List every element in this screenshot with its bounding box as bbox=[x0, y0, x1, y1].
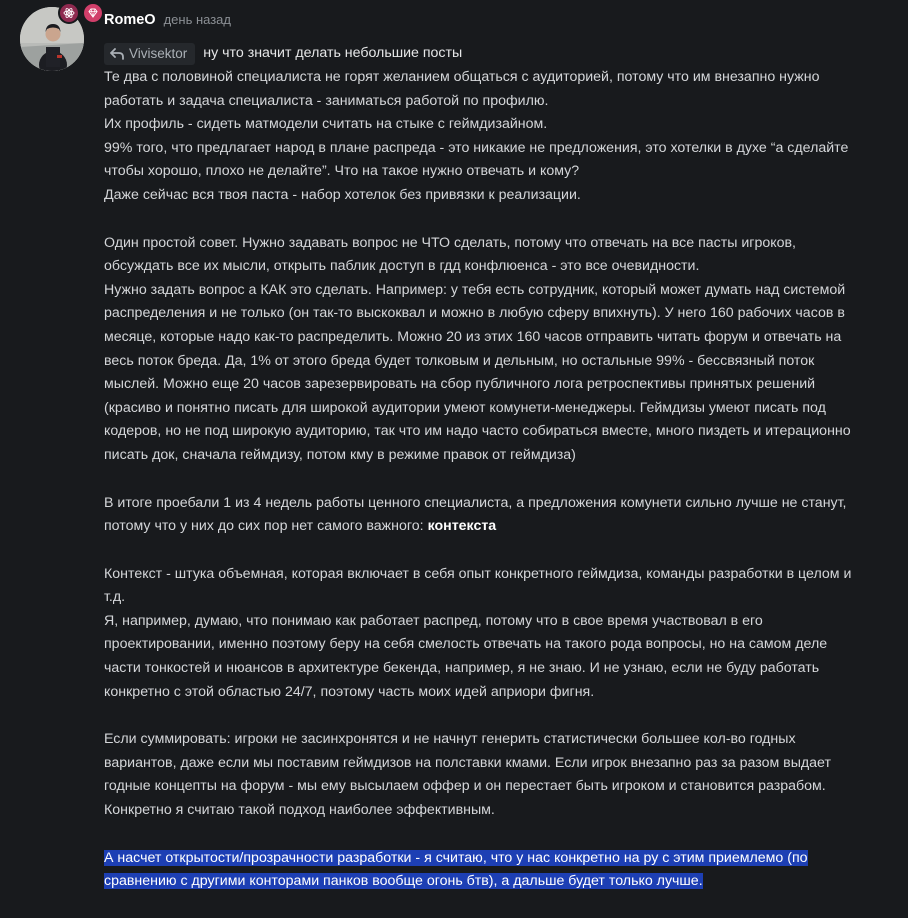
text-line: мыслей. Можно еще 20 часов зарезервировать на сбор публичного лога ретроспективы принятых решений bbox=[104, 376, 816, 393]
paragraph-4 bbox=[104, 563, 894, 705]
text-line: (красиво и понятно писать для широкой аудитории умеют комунети-менеджеры. Геймдизы умеют писать под bbox=[104, 399, 826, 416]
text-line: Один простой совет. Нужно задавать вопрос не ЧТО сделать, потому что отвечать на все пасты игроков, bbox=[104, 234, 796, 251]
text-fragment: потому что у них до сих пор нет самого важного: bbox=[104, 518, 424, 535]
paragraph-2 bbox=[104, 232, 894, 468]
post-time[interactable]: день назад bbox=[163, 12, 231, 27]
selected-text: сравнению с другими конторами панков вообще огонь бтв), а дальше будет только лучше. bbox=[104, 873, 703, 890]
post-meta bbox=[104, 8, 231, 33]
text-line: 99% того, что предлагает народ в плане распреда - это никакие не предложения, это хотелки в духе “а сделайте bbox=[104, 139, 849, 156]
text-line: вариантов, даже если мы поставим геймдизов на полставки кмами. Если игрок внезапно раз за разом выдает bbox=[104, 754, 831, 771]
reply-to-username: Vivisektor bbox=[129, 46, 188, 62]
text-line: весь поток бреда. Да, 1% от этого бреда будет толковым и дельным, но остальные 99% - бессвязный поток bbox=[104, 352, 815, 369]
badges bbox=[58, 2, 104, 24]
avatar-wrap[interactable] bbox=[20, 7, 84, 71]
text-line: годные концепты на форум - мы ему высылаем оффер и он перестает быть игроком и становится разрабом. bbox=[104, 778, 826, 795]
text-line: Их профиль - сидеть матмодели считать на стыке с геймдизайном. bbox=[104, 116, 548, 133]
text-line: Конкретно я считаю такой подход наиболее эффективным. bbox=[104, 802, 495, 819]
paragraph-6-selected bbox=[104, 847, 894, 894]
reply-text: ну что значит делать небольшие посты bbox=[203, 45, 463, 62]
text-line: В итоге проебали 1 из 4 недель работы ценного специалиста, а предложения комунети сильно лучше не станут, bbox=[104, 494, 847, 511]
text-line: Контекст - штука объемная, которая включает в себя опыт конкретного геймдиза, команды разработки в целом и bbox=[104, 565, 852, 582]
paragraph-5 bbox=[104, 728, 894, 822]
selected-text: А насчет открытости/прозрачности разработки - я считаю, что у нас конкретно на ру с этим приемлемо (по bbox=[104, 849, 808, 866]
text-line: Если суммировать: игроки не засинхронятся и не начнут генерить статистически большее кол-во годных bbox=[104, 731, 796, 748]
text-line bbox=[104, 515, 894, 539]
text-line: обсуждать все их мысли, открыть паблик доступ в гдд конфлюенса - это все очевидности. bbox=[104, 258, 700, 275]
paragraph-3 bbox=[104, 492, 894, 539]
text-line bbox=[104, 847, 894, 871]
bold-word: контекста bbox=[427, 518, 497, 535]
text-line: распределения и не только (он так-то выскоквал и можно в любую сферу впихнуть). У него 160 рабочих часов в bbox=[104, 305, 845, 322]
text-line: части тонкостей и нюансов в архитектуре бекенда, например, я не знаю. И не узнаю, если не буду работать bbox=[104, 660, 820, 677]
reply-line bbox=[104, 42, 894, 66]
text-line: месяце, которые надо как-то распределить. Можно 20 из этих 160 часов отправить читать форум и отвечать на bbox=[104, 328, 842, 345]
atom-badge-icon bbox=[58, 2, 80, 24]
text-line: работать и задача специалиста - заниматься работой по профилю. bbox=[104, 92, 549, 109]
text-line: проектировании, именно поэтому беру на себя смелость отвечать на такого рода вопросы, но на самом деле bbox=[104, 636, 828, 653]
text-line: конкретно с этой областью 24/7, поэтому часть моих идей априори фигня. bbox=[104, 683, 595, 700]
text-line bbox=[104, 870, 894, 894]
diamond-badge-icon bbox=[82, 2, 104, 24]
text-line: писать док, сначала геймдизу, потом кму в режиме правок от геймдиза) bbox=[104, 446, 576, 463]
reply-arrow-icon bbox=[110, 48, 124, 60]
text-line: чтобы хорошо, плохо не делайте”. Что на такое нужно отвечать и кому? bbox=[104, 163, 580, 180]
text-line: Даже сейчас вся твоя паста - набор хотелок без привязки к реализации. bbox=[104, 186, 581, 203]
reply-quote-chip[interactable] bbox=[104, 43, 195, 65]
paragraph-1 bbox=[104, 66, 894, 208]
text-line: Нужно задать вопрос а КАК это сделать. Например: у тебя есть сотрудник, который может думать над системой bbox=[104, 281, 846, 298]
post-content bbox=[104, 42, 894, 918]
text-line: Я, например, думаю, что понимаю как работает распред, потому что в свое время участвовал в его bbox=[104, 612, 763, 629]
text-line: т.д. bbox=[104, 589, 126, 606]
text-line: кодеров, но не под широкую аудиторию, так что им надо часто собираться вместе, много пиздеть и итерационно bbox=[104, 423, 851, 440]
text-line: Те два с половиной специалиста не горят желанием общаться с аудиторией, потому что им внезапно нужно bbox=[104, 69, 820, 85]
author-name[interactable]: RomeO bbox=[104, 12, 156, 28]
